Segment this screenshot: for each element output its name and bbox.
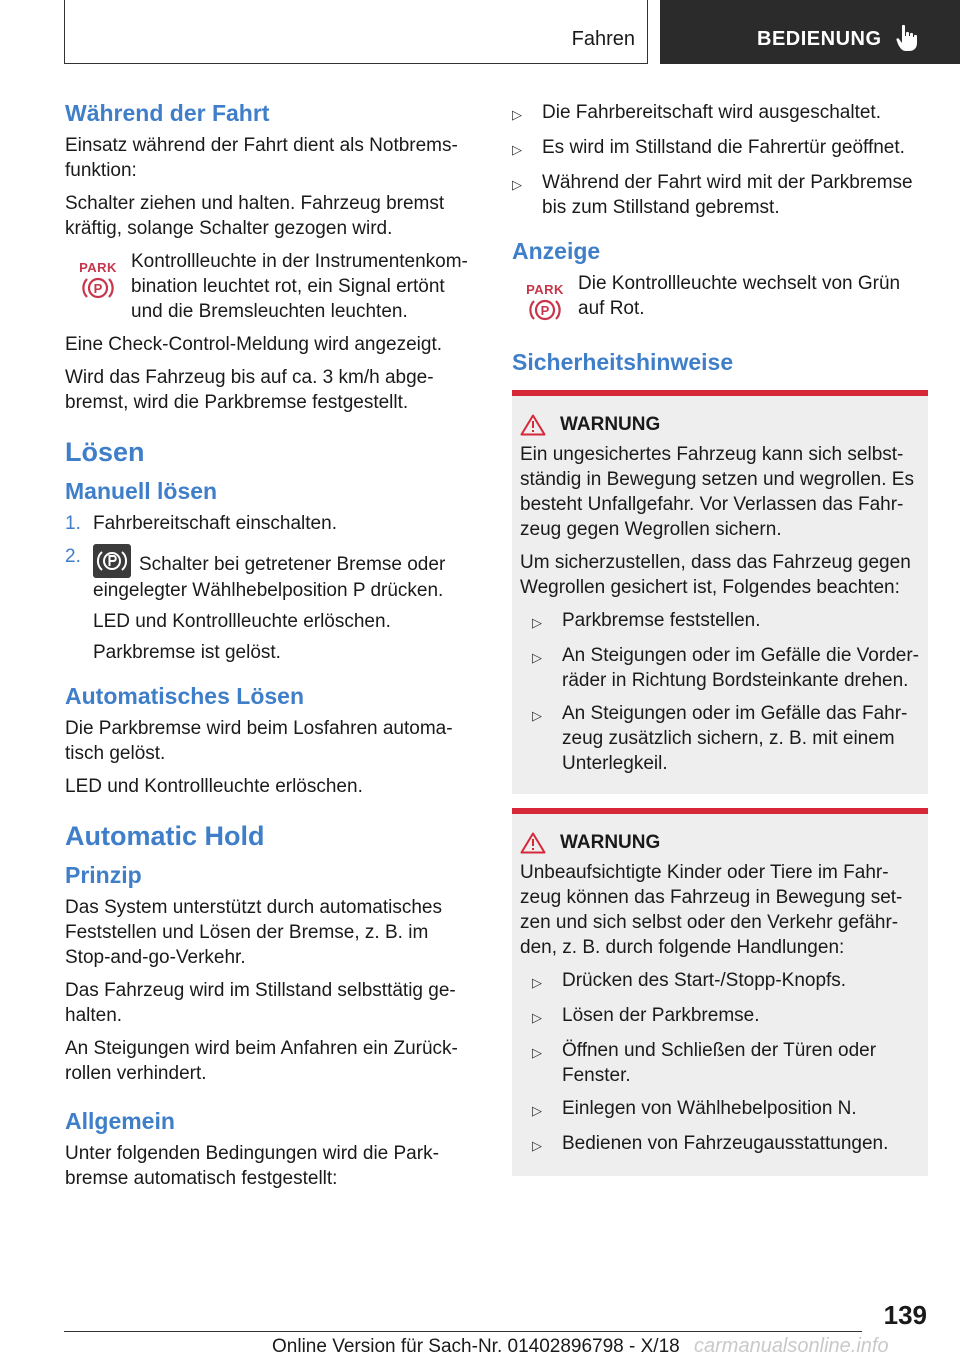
paragraph: LED und Kontrollleuchte erlöschen. xyxy=(65,776,363,797)
header-chapter: Fahren xyxy=(571,28,635,50)
warning-list xyxy=(532,968,920,1158)
warning-triangle-icon xyxy=(520,832,546,854)
heading-automatic-hold: Automatic Hold xyxy=(65,821,265,851)
heading-manuell-loesen: Manuell lösen xyxy=(65,478,218,504)
paragraph: Das Fahrzeug wird im Stillstand selbsttätig ge-halten. xyxy=(65,980,456,1026)
warning-title: WARNUNG xyxy=(560,832,661,853)
heading-anzeige: Anzeige xyxy=(512,238,601,264)
list-item: ▷ Es wird im Stillstand die Fahrertür geöffnet. xyxy=(512,135,928,162)
step-number: 2. xyxy=(65,546,81,567)
paragraph: Das System unterstützt durch automatisches Feststellen und Lösen der Bremse, z. B. im Stop-and-go-Verkehr. xyxy=(65,897,442,968)
step-text: Schalter bei getretener Bremse oder eingelegter Wählhebelposition P drücken. xyxy=(93,554,446,601)
list-item xyxy=(65,511,475,536)
list-item: ▷ Die Fahrbereitschaft wird ausgeschaltet. xyxy=(512,100,928,127)
paragraph: Unter folgenden Bedingungen wird die Park-bremse automatisch festgestellt: xyxy=(65,1143,439,1189)
triangle-bullet-icon: ▷ xyxy=(532,708,542,723)
paragraph: Um sicherzustellen, dass das Fahrzeug gegen Wegrollen gesichert ist, Folgendes beachten: xyxy=(520,552,911,598)
heading-allgemein: Allgemein xyxy=(65,1108,175,1134)
park-brake-warning-icon xyxy=(79,261,117,301)
park-icon-word: PARK xyxy=(79,260,117,275)
paragraph: Unbeaufsichtigte Kinder oder Tiere im Fahr-zeug können das Fahrzeug in Bewegung set-zen und sich selbst oder den Verkehr gefähr-den, z. B. durch folgende Handlungen: xyxy=(520,862,903,958)
list-item: ▷ Öffnen und Schließen der Türen oder Fenster. xyxy=(532,1040,877,1086)
warning-box xyxy=(512,390,928,794)
heading-automatisches-loesen: Automatisches Lösen xyxy=(65,683,304,709)
triangle-bullet-icon: ▷ xyxy=(532,975,542,990)
triangle-bullet-icon: ▷ xyxy=(512,177,522,192)
list-item: ▷ Einlegen von Wählhebelposition N. xyxy=(532,1096,920,1123)
list-item: ▷ Parkbremse feststellen. xyxy=(532,608,920,635)
step-number: 1. xyxy=(65,513,81,534)
list-item: ▷ Drücken des Start-/Stopp-Knopfs. xyxy=(532,968,920,995)
step-text: Fahrbereitschaft einschalten. xyxy=(93,513,337,534)
indicator-text: Kontrollleuchte in der Instrumentenkom-bination leuchtet rot, ein Signal ertönt und die Bremsleuchten leuchten. xyxy=(131,251,468,322)
indicator-note xyxy=(65,249,475,324)
footer-online-version: Online Version für Sach-Nr. 01402896798 - X/18 xyxy=(272,1336,680,1357)
header-chapter-box xyxy=(64,0,648,64)
triangle-bullet-icon: ▷ xyxy=(532,1010,542,1025)
hand-pointer-icon xyxy=(896,24,918,52)
warning-triangle-icon xyxy=(520,414,546,436)
list-item: ▷ Bedienen von Fahrzeugausstattungen. xyxy=(532,1131,920,1158)
triangle-bullet-icon: ▷ xyxy=(512,107,522,122)
park-icon-letter: P xyxy=(93,281,103,296)
park-icon-letter: P xyxy=(540,303,550,318)
step-result: Parkbremse ist gelöst. xyxy=(93,642,281,663)
list-item: ▷ An Steigungen oder im Gefälle das Fahr-zeug zusätzlich sichern, z. B. mit einem Unterlegkeil. xyxy=(532,703,908,774)
triangle-bullet-icon: ▷ xyxy=(532,615,542,630)
heading-prinzip: Prinzip xyxy=(65,862,142,888)
park-brake-warning-icon xyxy=(526,283,564,323)
paragraph: Eine Check-Control-Meldung wird angezeigt. xyxy=(65,334,443,355)
warning-list xyxy=(532,608,920,776)
header-section-box xyxy=(660,0,960,64)
paragraph: Ein ungesichertes Fahrzeug kann sich selbst-ständig in Bewegung setzen und wegrollen. Es besteht Unfallgefahr. Vor Verlassen das Fahr-zeug gegen Wegrollen sichern. xyxy=(520,444,914,540)
paragraph: Schalter ziehen und halten. Fahrzeug bremst kräftig, solange Schalter gezogen wird. xyxy=(65,193,445,239)
left-column xyxy=(65,100,475,1199)
right-column xyxy=(512,100,928,1190)
triangle-bullet-icon: ▷ xyxy=(532,650,542,665)
triangle-bullet-icon: ▷ xyxy=(512,142,522,157)
list-item: ▷ An Steigungen oder im Gefälle die Vorder-räder in Richtung Bordsteinkante drehen. xyxy=(532,645,919,691)
list-item xyxy=(65,544,475,665)
conditions-list xyxy=(512,100,928,220)
parking-brake-button-icon xyxy=(93,544,131,578)
watermark: carmanualsonline.info xyxy=(694,1335,889,1357)
park-icon-word: PARK xyxy=(526,282,564,297)
footer-divider xyxy=(64,1331,862,1332)
indicator-text: Die Kontrollleuchte wechselt von Grün auf Rot. xyxy=(578,273,901,319)
list-item: ▷ Lösen der Parkbremse. xyxy=(532,1003,920,1030)
indicator-note xyxy=(512,271,928,323)
paragraph: Die Parkbremse wird beim Losfahren automa-tisch gelöst. xyxy=(65,718,453,764)
heading-loesen: Lösen xyxy=(65,437,145,467)
paragraph: An Steigungen wird beim Anfahren ein Zurück-rollen verhindert. xyxy=(65,1038,458,1084)
steps-list xyxy=(65,511,475,665)
header-section: BEDIENUNG xyxy=(757,28,882,50)
page-number: 139 xyxy=(883,1300,927,1330)
triangle-bullet-icon: ▷ xyxy=(532,1138,542,1153)
step-result: LED und Kontrollleuchte erlöschen. xyxy=(93,611,391,632)
triangle-bullet-icon: ▷ xyxy=(532,1103,542,1118)
paragraph: Einsatz während der Fahrt dient als Notbrems-funktion: xyxy=(65,135,458,181)
heading-waehrend-der-fahrt: Während der Fahrt xyxy=(65,100,270,126)
heading-sicherheitshinweise: Sicherheitshinweise xyxy=(512,349,734,375)
paragraph: Wird das Fahrzeug bis auf ca. 3 km/h abge-bremst, wird die Parkbremse festgestellt. xyxy=(65,367,434,413)
warning-title: WARNUNG xyxy=(560,414,661,435)
warning-box xyxy=(512,808,928,1176)
list-item: ▷ Während der Fahrt wird mit der Parkbremse bis zum Stillstand gebremst. xyxy=(512,172,913,218)
triangle-bullet-icon: ▷ xyxy=(532,1045,542,1060)
